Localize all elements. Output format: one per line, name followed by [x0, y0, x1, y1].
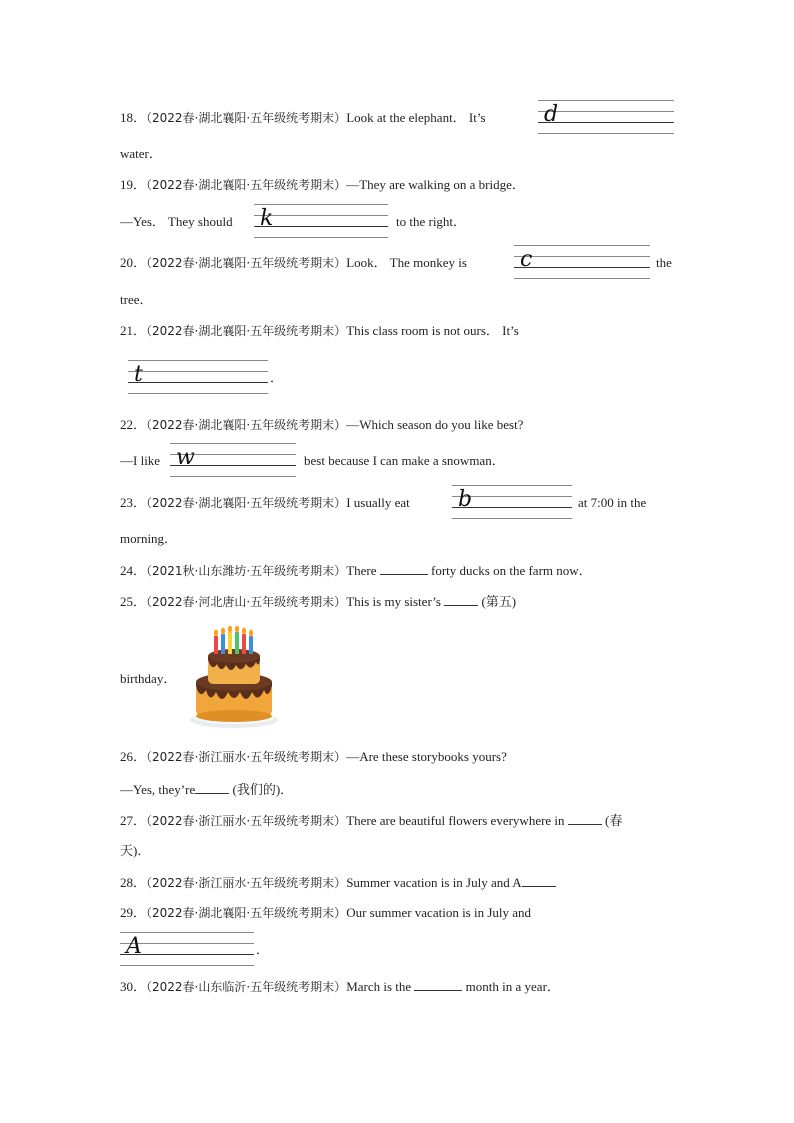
question-26: [120, 749, 507, 765]
question-source: （2022春·湖北襄阳·五年级统考期末）: [146, 111, 347, 125]
hint-letter: c: [520, 247, 533, 272]
question-number: 26．: [120, 749, 147, 764]
question-25: [120, 593, 516, 610]
answer-grid[interactable]: [538, 100, 674, 134]
line-post: (我们的)．: [232, 782, 294, 797]
question-24: [120, 562, 592, 579]
question-number: 20．: [120, 255, 147, 270]
line-pre: —Yes, they’re: [120, 782, 196, 797]
question-source: （2021秋·山东潍坊·五年级统考期末）: [146, 564, 347, 578]
question-text: There: [346, 563, 377, 578]
question-text: —Which season do you like best?: [346, 417, 524, 432]
question-text: There are beautiful flowers everywhere in: [346, 813, 565, 828]
question-text: This is my sister’s: [346, 594, 441, 609]
line-post: at 7:00 in the: [578, 495, 647, 510]
hint-letter: k: [260, 206, 274, 231]
question-source: （2022春·河北唐山·五年级统考期末）: [146, 595, 347, 609]
line-post: ．: [270, 370, 284, 385]
question-number: 25．: [120, 594, 147, 609]
question-number: 18．: [120, 110, 147, 125]
question-continuation: morning．: [120, 531, 178, 546]
answer-grid[interactable]: [514, 245, 650, 279]
question-number: 29．: [120, 905, 147, 920]
question-18: [120, 110, 486, 126]
question-continuation: water．: [120, 146, 162, 161]
question-text: —They are walking on a bridge．: [346, 177, 525, 192]
line-post: (第五): [481, 594, 517, 609]
line-post: (春: [605, 813, 623, 828]
question-text: Summer vacation is in July and A: [346, 875, 522, 890]
answer-grid[interactable]: [170, 443, 296, 477]
answer-grid[interactable]: [254, 204, 388, 238]
question-source: （2022春·湖北襄阳·五年级统考期末）: [146, 324, 347, 338]
question-number: 23．: [120, 495, 147, 510]
line-post: to the right．: [396, 214, 467, 229]
line-post: month in a year．: [465, 979, 560, 994]
question-text: Our summer vacation is in July and: [346, 905, 532, 920]
question-source: （2022春·湖北襄阳·五年级统考期末）: [146, 256, 347, 270]
hint-letter: b: [458, 487, 473, 512]
question-number: 30．: [120, 979, 147, 994]
question-source: （2022春·湖北襄阳·五年级统考期末）: [146, 178, 347, 192]
answer-blank[interactable]: [380, 562, 428, 575]
question-21: [120, 323, 519, 339]
answer-blank[interactable]: [444, 593, 478, 606]
hint-letter: w: [176, 445, 195, 470]
question-22: [120, 417, 523, 433]
question-number: 22．: [120, 417, 147, 432]
line-post: ．: [256, 942, 270, 957]
question-line-2: [120, 781, 293, 798]
answer-blank[interactable]: [195, 781, 229, 794]
hint-letter: d: [544, 102, 559, 127]
line-post: best because I can make a snowman．: [304, 453, 505, 468]
question-30: [120, 978, 560, 995]
question-continuation: tree．: [120, 292, 153, 307]
question-27: [120, 812, 622, 829]
answer-grid[interactable]: [452, 485, 572, 519]
question-source: （2022春·湖北襄阳·五年级统考期末）: [146, 496, 347, 510]
question-19: [120, 177, 525, 193]
hint-letter: A: [126, 934, 142, 959]
question-number: 28．: [120, 875, 147, 890]
line-post: the: [656, 255, 672, 270]
line-pre: —I like: [120, 453, 161, 468]
question-29: [120, 905, 531, 921]
line-post: forty ducks on the farm now．: [431, 563, 592, 578]
question-line-2: [120, 214, 233, 230]
question-text: —Are these storybooks yours?: [346, 749, 507, 764]
line-pre: —Yes． They should: [120, 214, 233, 229]
answer-blank[interactable]: [414, 978, 462, 991]
answer-blank[interactable]: [522, 874, 556, 887]
question-number: 19．: [120, 177, 147, 192]
answer-grid[interactable]: [120, 932, 254, 966]
question-text: March is the: [346, 979, 412, 994]
question-source: （2022春·湖北襄阳·五年级统考期末）: [146, 906, 347, 920]
question-source: （2022春·浙江丽水·五年级统考期末）: [146, 750, 347, 764]
question-number: 27．: [120, 813, 147, 828]
question-number: 24．: [120, 563, 147, 578]
answer-blank[interactable]: [568, 812, 602, 825]
question-source: （2022春·浙江丽水·五年级统考期末）: [146, 876, 347, 890]
question-20: [120, 255, 467, 271]
question-text: Look at the elephant． It’s: [346, 110, 486, 125]
question-source: （2022春·浙江丽水·五年级统考期末）: [146, 814, 347, 828]
question-continuation: 天)．: [120, 843, 151, 858]
hint-letter: t: [134, 362, 143, 387]
question-text: I usually eat: [346, 495, 410, 510]
question-number: 21．: [120, 323, 147, 338]
birthday-cake-image: [188, 626, 280, 730]
answer-grid[interactable]: [128, 360, 268, 394]
question-source: （2022春·山东临沂·五年级统考期末）: [146, 980, 347, 994]
question-23: [120, 495, 410, 511]
question-text: Look． The monkey is: [346, 255, 467, 270]
question-source: （2022春·湖北襄阳·五年级统考期末）: [146, 418, 347, 432]
question-28: [120, 874, 556, 891]
question-text: This class room is not ours． It’s: [346, 323, 519, 338]
question-continuation: birthday．: [120, 671, 177, 686]
